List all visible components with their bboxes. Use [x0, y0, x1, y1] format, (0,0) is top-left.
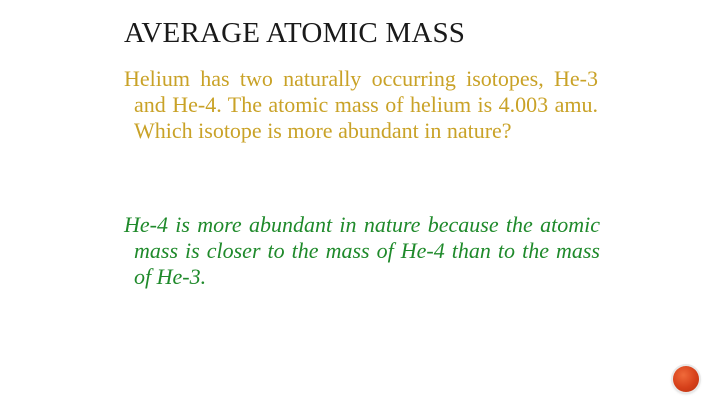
- circle-button-icon[interactable]: [673, 366, 699, 392]
- answer-text: He-4 is more abundant in nature because the atomic mass is closer to the mass of He-4 than to the mass of He-3.: [124, 212, 600, 289]
- question-text: Helium has two naturally occurring isotopes, He-3 and He-4. The atomic mass of helium is 4.003 amu. Which isotope is more abundant in nature?: [124, 66, 598, 143]
- slide-title: AVERAGE ATOMIC MASS: [124, 17, 466, 49]
